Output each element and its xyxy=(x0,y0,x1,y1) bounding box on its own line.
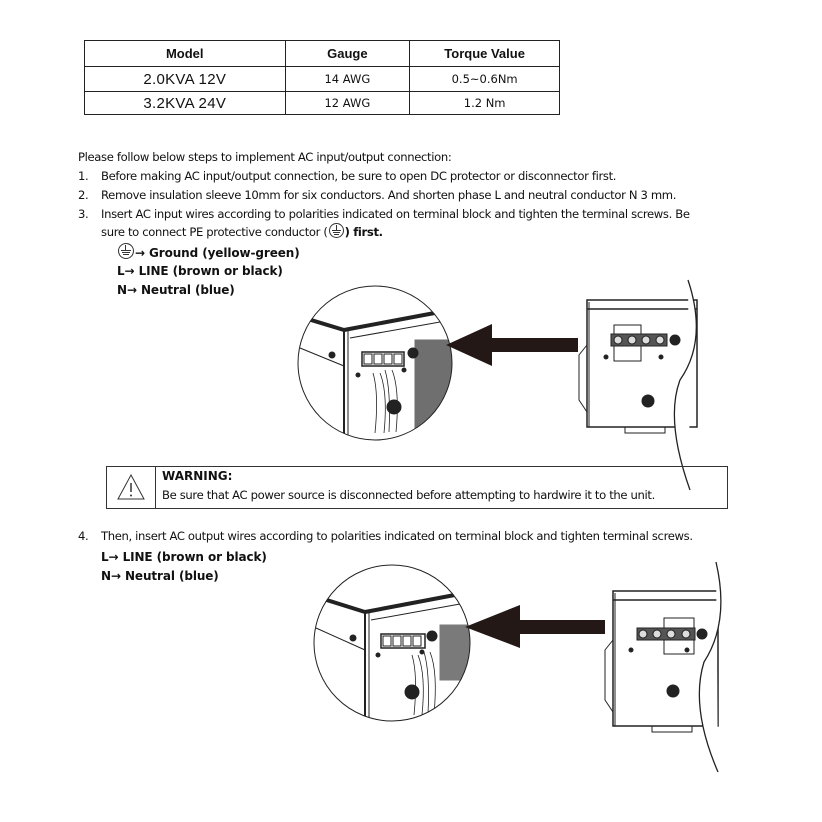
polarity-neutral: N→ Neutral (blue) xyxy=(117,283,235,297)
cell-model: 3.2KVA 24V xyxy=(85,92,286,115)
cell-gauge: 14 AWG xyxy=(285,67,410,92)
header-torque: Torque Value xyxy=(410,41,560,67)
warning-message: Be sure that AC power source is disconnected before attempting to hardwire it to the unit. xyxy=(162,488,655,502)
step-number: 2. xyxy=(78,188,89,202)
step-number: 4. xyxy=(78,529,89,543)
step-3-continued: sure to connect PE protective conductor ( ) first. xyxy=(101,225,383,239)
step-text: Insert AC input wires according to polarities indicated on terminal block and tighten the terminal screws. Be xyxy=(101,207,690,221)
step-number: 3. xyxy=(78,207,89,221)
cell-torque: 1.2 Nm xyxy=(410,92,560,115)
warning-title: WARNING: xyxy=(162,469,233,483)
header-gauge: Gauge xyxy=(285,41,410,67)
polarity-line: L→ LINE (brown or black) xyxy=(101,550,267,564)
inverter-side-view xyxy=(605,562,721,772)
header-model: Model xyxy=(85,41,286,67)
step-text: Remove insulation sleeve 10mm for six conductors. And shorten phase L and neutral conductor N 3 mm. xyxy=(101,188,677,202)
polarity-line: L→ LINE (brown or black) xyxy=(117,264,283,278)
polarity-ground: → Ground (yellow-green) xyxy=(117,243,300,263)
zoom-detail-circle xyxy=(314,565,470,725)
step-text: Before making AC input/output connection, be sure to open DC protector or disconnector first. xyxy=(101,169,617,183)
cell-torque: 0.5~0.6Nm xyxy=(410,67,560,92)
arrow-left-icon xyxy=(465,605,605,648)
cell-gauge: 12 AWG xyxy=(285,92,410,115)
intro-text: Please follow below steps to implement AC input/output connection: xyxy=(78,150,452,164)
step-number: 1. xyxy=(78,169,89,183)
step-text: Then, insert AC output wires according to polarities indicated on terminal block and tighten terminal screws. xyxy=(101,529,693,543)
polarity-neutral: N→ Neutral (blue) xyxy=(101,569,219,583)
cell-model: 2.0KVA 12V xyxy=(85,67,286,92)
